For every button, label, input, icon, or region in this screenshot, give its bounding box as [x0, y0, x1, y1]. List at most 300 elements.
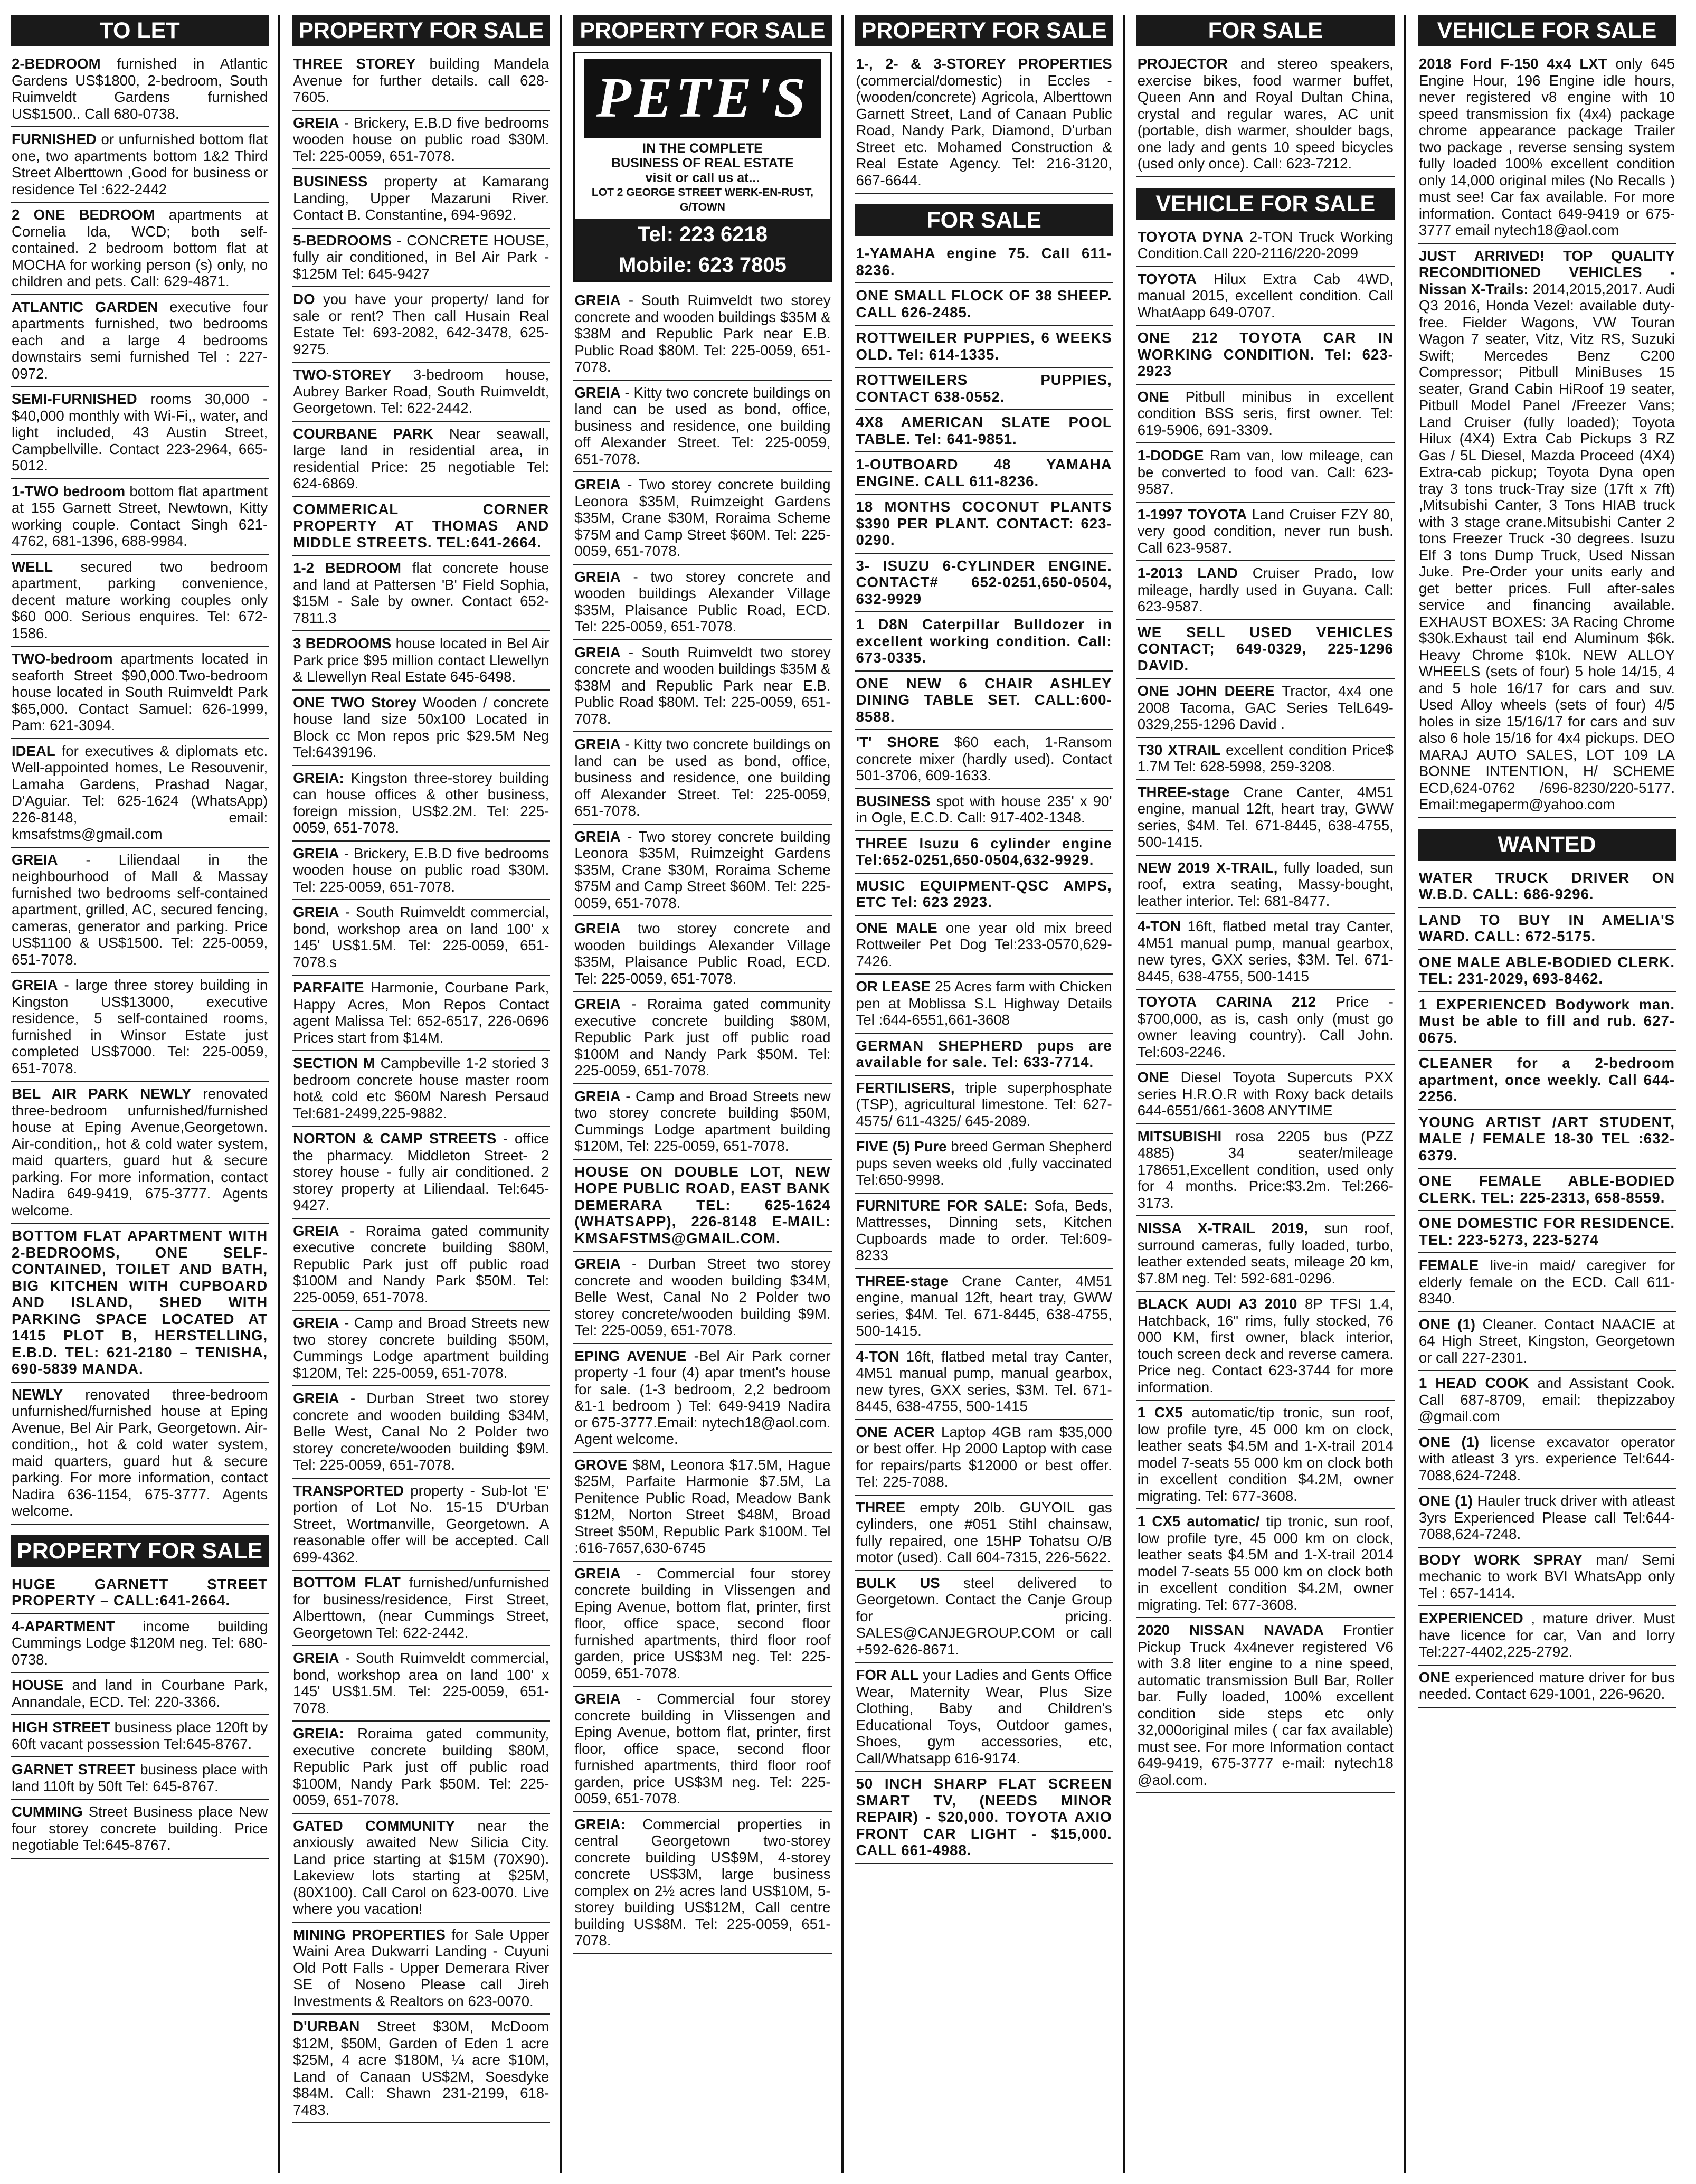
ad-body: - Roraima gated community executive concrete building $80M, Republic Park just off public road $100M and Nandy Park $50M. Tel: 225-0059, 651-7078. [574, 996, 831, 1079]
classified-ad [1136, 503, 1395, 562]
classified-ad [573, 565, 831, 640]
section-heading: FOR SALE [1136, 15, 1395, 46]
ad-lead: ONE NEW 6 CHAIR ASHLEY DINING TABLE SET. CALL:600-8588. [856, 675, 1112, 725]
classified-ad [1418, 1312, 1676, 1372]
ad-body: spot with house 235' x 90' in Ogle, E.C.D. Call: 917-402-1348. [856, 792, 1112, 826]
classified-ad [1136, 52, 1395, 177]
classified-ad [11, 555, 269, 647]
ad-body: business place 120ft by 60ft vacant possession Tel:645-8767. [12, 1719, 268, 1752]
classified-ad [1136, 225, 1395, 267]
section-heading: PROPERTY FOR SALE [11, 1535, 269, 1567]
ad-lead: ONE DOMESTIC FOR RESIDENCE. TEL: 223-5273, 223-5274 [1418, 1215, 1675, 1248]
ad-body: Hilux Extra Cab 4WD, manual 2015, excellent condition. Call WhatAapp 649-0707. [1137, 270, 1394, 320]
classified-ad [1136, 1124, 1395, 1217]
ad-lead: BUSINESS [856, 792, 931, 809]
ad-lead: FEMALE [1418, 1257, 1479, 1273]
classified-ad [1418, 1253, 1676, 1312]
classified-ad [1136, 1509, 1395, 1618]
ad-lead: THREE [856, 1499, 906, 1516]
classified-ad [573, 992, 831, 1084]
classified-ad [11, 479, 269, 555]
ad-lead: GREIA [293, 1315, 339, 1331]
ad-body: - Two storey concrete building Leonora $35M, Ruimzeight Gardens $35M, Crane $30M, Roraima Scheme $75M and Camp Street $60M. Tel: 225-0059, 651-7078. [574, 828, 831, 911]
classified-ad [855, 283, 1113, 326]
classified-ad [573, 640, 831, 733]
classified-ad [292, 1722, 550, 1814]
ad-body: - Durban Street two storey concrete and wooden building $34M, Belle West, Canal No 2 Polder two storey concrete/wooden building $9M. Tel: 225-0059, 651-7078. [293, 1390, 549, 1473]
section-heading: WANTED [1418, 829, 1676, 861]
classified-ad [573, 1812, 831, 1954]
classified-ad [292, 229, 550, 288]
ad-body: and land in Courbane Park, Annandale, ECD. Tel: 220-3366. [12, 1677, 268, 1710]
classified-ad [1418, 1211, 1676, 1253]
ad-lead: OR LEASE [856, 978, 931, 995]
classified-ad [11, 1614, 269, 1674]
ad-lead: ONE (1) [1418, 1316, 1475, 1332]
classified-ad [855, 789, 1113, 831]
classified-ad [11, 295, 269, 387]
ad-body: Sofa, Beds, Mattresses, Dinning sets, Kitchen Cupboards made to order. Tel:609-8233 [856, 1197, 1112, 1263]
ad-lead: GREIA [574, 476, 621, 493]
classified-ad [292, 556, 550, 631]
classified-ad [11, 127, 269, 203]
classified-ad [1418, 244, 1676, 818]
classified-ad [11, 52, 269, 127]
ad-body: license excavator operator with atleast 3 yrs. experience Tel:644-7088,624-7248. [1418, 1433, 1675, 1483]
ad-lead: 4-APARTMENT [12, 1618, 115, 1634]
classified-ad [292, 900, 550, 976]
ad-lead: ONE 212 TOYOTA CAR IN WORKING CONDITION. Tel: 623-2923 [1137, 329, 1394, 379]
ad-lead: GREIA [574, 1255, 621, 1272]
ad-body: Pitbull minibus in excellent condition BSS seris, first owner. Tel: 619-5906, 691-3309. [1137, 388, 1394, 438]
ad-body: - CONCRETE HOUSE, fully air conditioned, in Bel Air Park - $125M Tel: 645-9427 [293, 232, 549, 282]
classified-ad [11, 203, 269, 295]
ad-body: - Camp and Broad Streets new two storey concrete building $50M, Cummings Lodge apartment building $120M, Tel: 225-0059, 651-7078. [293, 1315, 549, 1381]
classified-ad [292, 1127, 550, 1219]
ad-body: renovated three-bedroom unfurnished/furnished house at Eping Avenue, Bel Air Park, Georgetown. Air-condition,, hot & cold water system, maid quarters, guard hut & secure parking. For more information, contact Nadira 636-1154, 675-3777. Agents welcome. [12, 1386, 268, 1519]
classified-ad [1418, 1169, 1676, 1211]
ad-lead: BUSINESS [293, 173, 368, 190]
classified-ad [292, 1479, 550, 1571]
ad-body: - Commercial four storey concrete building in Vlissengen and Eping Avenue, bottom flat, printer, first floor, office space, second floor furnished apartments, third floor roof garden, price US$3M neg. Tel: 225-0059, 651-7078. [574, 1690, 831, 1807]
ad-lead: GREIA [574, 1088, 621, 1104]
ad-lead: 1 EXPERIENCED Bodywork man. Must be able to fill and rub. 627-0675. [1418, 996, 1675, 1046]
classified-ad [1136, 620, 1395, 679]
classified-ad [573, 472, 831, 565]
ad-body: and stereo speakers, exercise bikes, food warmer buffet, Queen Ann and Royal Dultan China, crystal and regular wares, AC unit (portable, dish warmer, shoulder bags, one lady and gents 10 speed bicycles (used only once). Call: 623-7212. [1137, 55, 1394, 172]
ad-lead: BEL AIR PARK NEWLY [12, 1085, 192, 1102]
ad-lead: 3- ISUZU 6-CYLINDER ENGINE. CONTACT# 652-0251,650-0504, 632-9929 [856, 557, 1112, 607]
classified-ad [573, 825, 831, 917]
classified-ad [855, 326, 1113, 368]
ad-lead: NISSA X-TRAIL 2019, [1137, 1220, 1308, 1236]
ad-lead: ATLANTIC GARDEN [12, 298, 158, 315]
ad-body: you have your property/ land for sale or rent? Then call Husain Real Estate Tel: 693-2082, 642-3478, 625-9275. [293, 291, 549, 357]
ad-body: 16ft, flatbed metal tray Canter, 4M51 manual pump, manual gearbox, new tyres, GXX series, $3M. Tel. 671-8445, 638-4755, 500-1415 [1137, 918, 1394, 985]
classified-ad [573, 1562, 831, 1687]
ad-lead: FIVE (5) Pure [856, 1138, 947, 1155]
ad-lead: 1-1997 TOYOTA [1137, 506, 1247, 523]
ad-lead: ONE [1137, 388, 1169, 405]
ad-body: executive four apartments furnished, two bedrooms each and a large 4 bedrooms downstairs semi furnished Tel : 227-0972. [12, 298, 268, 382]
section-heading: PROPERTY FOR SALE [573, 15, 831, 46]
classified-column [573, 15, 843, 2173]
ad-body: income building Cummings Lodge $120M neg. Tel: 680-0738. [12, 1618, 268, 1668]
ad-body: $8M, Leonora $17.5M, Hague $25M, Parfaite Harmonie $7.5M, La Penitence Public Road, Meadow Bank $12M, Norton Street $48M, Broad Street $50M, Republic Park $100M. Tel :616-7657,630-6745 [574, 1456, 831, 1556]
ad-lead: ONE [1137, 1069, 1169, 1085]
ad-lead: GARNET STREET [12, 1761, 136, 1778]
ad-lead: GATED COMMUNITY [293, 1817, 456, 1834]
classified-ad [573, 1453, 831, 1562]
ad-body: , mature driver. Must have licence for car, Van and lorry Tel:227-4402,225-2792. [1418, 1610, 1675, 1660]
classified-ad [855, 1269, 1113, 1345]
ad-body: and Assistant Cook. Call 687-8709, email: thepizzaboy @gmail.com [1418, 1375, 1675, 1424]
ad-lead: 2018 Ford F-150 4x4 LXT [1418, 55, 1607, 72]
classified-ad [292, 111, 550, 170]
ad-lead: FURNITURE FOR SALE: [856, 1197, 1028, 1214]
ad-lead: GREIA [293, 845, 339, 862]
ad-lead: SECTION M [293, 1055, 375, 1071]
ad-body: for Sale Upper Waini Area Dukwarri Landing - Cuyuni Old Pott Falls - Upper Demerara River SE of Noseno Please call Jireh Investments & Realtors on 623-0070. [293, 1926, 549, 2009]
ad-body: building Mandela Avenue for further details. call 628-7605. [293, 55, 549, 105]
ad-body: - Kitty two concrete buildings on land can be used as bond, office, business and residence, one building off Alexander Street. Tel: 225-0059, 651-7078. [574, 736, 831, 819]
section-heading: TO LET [11, 15, 269, 46]
ad-lead: ONE FEMALE ABLE-BODIED CLERK. TEL: 225-2313, 658-8559. [1418, 1173, 1675, 1206]
classified-ad [855, 52, 1113, 194]
ad-body: 3-bedroom house, Aubrey Barker Road, South Ruimveldt, Georgetown. Tel: 622-2442. [293, 366, 549, 416]
ad-body: - two storey concrete and wooden buildings Alexander Village $35M, Plaisance Public Road, ECD. Tel: 225-0059, 651-7078. [574, 568, 831, 635]
ad-lead: GREIA [574, 736, 621, 752]
ad-lead: GREIA [293, 1390, 339, 1406]
ad-lead: CLEANER for a 2-bedroom apartment, once weekly. Call 644-2256. [1418, 1055, 1675, 1104]
classified-ad [855, 241, 1113, 283]
ad-body: - large three storey building in Kingston US$13000, executive residence, 5 self-contained rooms, furnished in Winsor Estate just completed US$7000. Tel: 225-0059, 651-7078. [12, 977, 268, 1076]
classified-ad [292, 497, 550, 556]
ad-lead: 3 BEDROOMS [293, 635, 392, 651]
classified-ad [855, 1194, 1113, 1269]
ad-body: - Brickery, E.B.D five bedrooms wooden house on public road $30M. Tel: 225-0059, 651-7078. [293, 114, 549, 164]
section-heading: FOR SALE [855, 204, 1113, 236]
ad-lead: THREE STOREY [293, 55, 416, 72]
classified-column [855, 15, 1125, 2173]
ad-body: Commercial properties in central Georgetown two-storey concrete building US$9M, 4-storey concrete US$3M, large business complex on 2½ acres land US$10M, 5-storey building US$12M, Call centre building US$8M. Tel: 225-0059, 651-7078. [574, 1816, 831, 1949]
ad-lead: TRANSPORTED [293, 1482, 404, 1499]
ad-lead: GREIA [293, 1650, 339, 1666]
classified-ad [1418, 950, 1676, 992]
classified-ad [1418, 1371, 1676, 1430]
ad-lead: 'T' SHORE [856, 734, 939, 750]
classified-ad [855, 1772, 1113, 1864]
ad-body: 2-TON Truck Working Condition.Call 220-2116/220-2099 [1137, 228, 1394, 261]
classified-ad [292, 1051, 550, 1127]
classified-ad [1418, 992, 1676, 1052]
ad-lead: TWO-bedroom [12, 650, 113, 667]
classified-ad [1136, 679, 1395, 738]
classified-ad [1136, 385, 1395, 444]
ad-lead: 4X8 AMERICAN SLATE POOL TABLE. Tel: 641-9851. [856, 414, 1112, 447]
ad-lead: EXPERIENCED [1418, 1610, 1523, 1627]
ad-body: Street $30M, McDoom $12M, $50M, Garden of Eden 1 acre $25M, 4 acre $180M, ¼ acre $10M, Land of Canaan US$2M, Soesdyke $84M. Call: Shawn 231-2199, 618-7483. [293, 2018, 549, 2118]
classified-ad [1136, 1065, 1395, 1124]
ad-lead: 1-, 2- & 3-STOREY PROPERTIES [856, 55, 1112, 72]
ad-lead: ONE JOHN DEERE [1137, 683, 1275, 699]
classified-ad [1136, 990, 1395, 1065]
ad-body: Price - $700,000, as is, cash only (must go owner leaving country). Call John. Tel:603-2246. [1137, 994, 1394, 1060]
ad-body: - South Ruimveldt two storey concrete and wooden buildings $35M & $38M and Republic Park near E.B. Public Road $80M. Tel: 225-0059, 651-7078. [574, 292, 831, 375]
ad-body: 16ft, flatbed metal tray Canter, 4M51 manual pump, manual gearbox, new tyres, GXX series, $3M. Tel. 671-8445, 638-4755, 500-1415 [856, 1348, 1112, 1414]
ad-lead: GREIA [293, 1222, 339, 1239]
ad-body: Diesel Toyota Supercuts PXX series H.R.O.R with Roxy back details 644-6551/661-3608 ANYTIME [1137, 1069, 1394, 1119]
ad-body: only 645 Engine Hour, 196 Engine idle hours, never registered v8 engine with 10 speed transmission fix (4x4) package chrome appearance package Trailer two package , reverse sensing system fully loaded 100% excellent condition only 14,000 original miles (No Recalls ) must see! Car fax available. For more information. Contact 649-9419 or 675-3777 email nytech18@aol.com [1418, 55, 1675, 238]
ad-body: experienced mature driver for bus needed. Contact 629-1001, 226-9620. [1418, 1669, 1675, 1702]
ad-lead: 18 MONTHS COCONUT PLANTS $390 PER PLANT. CONTACT: 623-0290. [856, 498, 1112, 548]
ad-lead: COURBANE PARK [293, 425, 433, 442]
ad-lead: ONE MALE [856, 919, 937, 936]
ad-body: near the anxiously awaited New Silicia City. Land price starting at $15M (70X90). Lakeview lots starting at $25M, (80X100). Call Carol on 623-0070. Live where you vacation! [293, 1817, 549, 1917]
classified-ad [855, 1420, 1113, 1496]
classified-ad [573, 1160, 831, 1252]
ad-body: apartments located in seaforth Street $90,000.Two-bedroom house located in South Ruimveldt Park $65,000. Contact Samuel: 626-1999, Pam: 621-3094. [12, 650, 268, 733]
classified-ad [11, 1383, 269, 1525]
classified-ad [1418, 52, 1676, 244]
ad-lead: 50 INCH SHARP FLAT SCREEN SMART TV, (NEEDS MINOR REPAIR) - $20,000. TOYOTA AXIO FRONT CAR LIGHT - $15,000. CALL 661-4988. [856, 1775, 1112, 1858]
ad-lead: WELL [12, 558, 53, 575]
classified-ad [292, 691, 550, 766]
classified-ad [855, 874, 1113, 916]
ad-body: - South Ruimveldt commercial, bond, workshop area on land 100' x 145' US$1.5M. Tel: 225-0059, 651-7078.s [293, 904, 549, 970]
ad-lead: MUSIC EQUIPMENT-QSC AMPS, ETC Tel: 623 2923. [856, 877, 1112, 910]
classified-ad [855, 730, 1113, 789]
ad-body: Near seawall, large land in residential area, in residential Price: 25 negotiable Tel: 624-6869. [293, 425, 549, 491]
classified-ad [1418, 1606, 1676, 1666]
ad-lead: HUGE GARNETT STREET PROPERTY – CALL:641-2664. [12, 1575, 268, 1609]
ad-lead: THREE-stage [1137, 783, 1230, 800]
classified-ad [855, 554, 1113, 613]
classified-ad [292, 631, 550, 691]
ad-body: live-in maid/ caregiver for elderly female on the ECD. Call 611-8340. [1418, 1257, 1675, 1307]
classified-ad [1418, 1548, 1676, 1607]
ad-lead: 1-YAMAHA engine 75. Call 611-8236. [856, 245, 1112, 278]
ad-lead: ROTTWEILERS PUPPIES, CONTACT 638-0552. [856, 372, 1112, 405]
ad-lead: ONE SMALL FLOCK OF 38 SHEEP. CALL 626-2485. [856, 287, 1112, 320]
ad-lead: GREIA [574, 568, 621, 585]
classified-ad [1136, 326, 1395, 385]
ad-lead: CUMMING [12, 1803, 83, 1820]
ad-lead: 1-2013 LAND [1137, 565, 1238, 581]
ad-body: furnished in Atlantic Gardens US$1800, 2-bedroom, South Ruimveldt Gardens furnished US$1500.. Call 680-0738. [12, 55, 268, 122]
ad-lead: WE SELL USED VEHICLES CONTACT; 649-0329, 225-1296 DAVID. [1137, 623, 1394, 674]
classified-ad [11, 1572, 269, 1614]
ad-body: Ram van, low mileage, can be converted to food van. Call: 623-9587. [1137, 447, 1394, 497]
section-heading: PROPERTY FOR SALE [292, 15, 550, 46]
ad-body: for executives & diplomats etc. Well-appointed homes, Le Resouvenir, Lamaha Gardens, Prashad Nagar, D'Aguiar. Tel: 625-1624 (WhatsApp) 226-8148, email: kmsafstms@gmail.com [12, 742, 268, 842]
ad-lead: PROJECTOR [1137, 55, 1228, 72]
ad-lead: GREIA [574, 1565, 621, 1582]
classified-ad [1418, 1666, 1676, 1708]
ad-lead: FERTILISERS, [856, 1079, 955, 1096]
classified-column [1418, 15, 1685, 2173]
ad-lead: BOTTOM FLAT APARTMENT WITH 2-BEDROOMS, ONE SELF-CONTAINED, TOILET AND BATH, BIG KITCHEN WITH CUPBOARD AND ISLAND, SHED WITH PARKING SPACE LOCATED AT 1415 PLOT B, HERSTELLING, E.B.D. TEL: 621-2180 – TENISHA, 690-5839 MANDA. [12, 1227, 268, 1377]
ad-lead: GERMAN SHEPHERD pups are available for sale. Tel: 633-7714. [856, 1037, 1112, 1070]
classified-ad [11, 1800, 269, 1859]
ad-lead: GREIA [574, 384, 621, 401]
classified-ad [292, 1646, 550, 1722]
ad-body: tip tronic, sun roof, low profile tyre, 45 000 km on clock, leather seats $4.5M and 1-X-trail 2014 model 7-seats 55 000 km on clock both in excellent condition $4.2M, owner migrating. Tel: 677-3608. [1137, 1513, 1394, 1613]
classified-ad [292, 1311, 550, 1386]
ad-lead: ONE MALE ABLE-BODIED CLERK. TEL: 231-2029, 693-8462. [1418, 953, 1675, 987]
ad-lead: GREIA: [293, 1725, 344, 1742]
ad-body: secured two bedroom apartment, parking convenience, decent mature working couples only $60 000. Serious enquires. Tel: 672-1586. [12, 558, 268, 641]
ad-lead: GREIA [12, 851, 58, 868]
ad-lead: D'URBAN [293, 2018, 360, 2035]
ad-lead: GREIA: [293, 769, 344, 786]
ad-lead: ONE (1) [1418, 1492, 1473, 1509]
ad-body: Laptop 4GB ram $35,000 or best offer. Hp 2000 Laptop with case for repairs/parts $12000 or best offer. Tel: 225-7088. [856, 1423, 1112, 1490]
ad-body: Cruiser Prado, low mileage, hardly used in Guyana. Call: 623-9587. [1137, 565, 1394, 614]
logo-address: LOT 2 GEORGE STREET WERK-EN-RUST, G/TOWN [591, 186, 813, 213]
ad-lead: 1 HEAD COOK [1418, 1375, 1529, 1391]
logo-wordmark: PETE'S [584, 59, 820, 138]
ad-body: furnished/unfurnished for business/residence, First Street, Alberttown, (near Cummings Street, Georgetown Tel: 622-2442. [293, 1574, 549, 1641]
classified-ad [1418, 866, 1676, 908]
ad-body: automatic/tip tronic, sun roof, low profile tyre, 45 000 km on clock, leather seats $4.5M and 1-X-trail 2014 model 7-seats 55 000 km on clock both in excellent condition $4.2M, owner migrating. Tel: 677-3608. [1137, 1404, 1394, 1504]
ad-lead: GREIA [12, 977, 58, 993]
classified-ad [1136, 561, 1395, 620]
ad-body: Hauler truck driver with atleast 3yrs Experienced Please call Tel:644-7088,624-7248. [1418, 1492, 1675, 1542]
ad-body: Tractor, 4x4 one 2008 Tacoma, GAC Series TelL649-0329,255-1296 David . [1137, 683, 1394, 732]
ad-body: - South Ruimveldt commercial, bond, workshop area on land 100' x 145' US$1.5M. Tel: 225-0059, 651-7078. [293, 1650, 549, 1716]
classified-ad [292, 422, 550, 497]
ad-body: - Commercial four storey concrete building in Vlissengen and Eping Avenue, bottom flat, printer, first floor, office space, second floor furnished apartments, third floor roof garden, price US$3M neg. Tel: 225-0059, 651-7078. [574, 1565, 831, 1681]
classified-column [11, 15, 280, 2173]
ad-body: Frontier Pickup Truck 4x4never registered V6 with 3.8 liter engine to a nine speed, automatic transmission Bull Bar, Roller bar. Fully loaded, 100% excellent condition side steps etc only 32,000original miles ( car fax available) must see. For more Information contact 649-9419, 675-3777 e-mail: nytech18 @aol.com. [1137, 1622, 1394, 1788]
ad-body: Roraima gated community, executive concrete building $80M, Republic Park just off public road $100M, Nandy Park $50M. Tel: 225-0059, 651-7078. [293, 1725, 549, 1808]
ad-lead: 4-TON [1137, 918, 1181, 934]
ad-body: - Durban Street two storey concrete and wooden building $34M, Belle West, Canal No 2 Polder two storey concrete/wooden building $9M. Tel: 225-0059, 651-7078. [574, 1255, 831, 1338]
ad-lead: BULK US [856, 1574, 940, 1591]
ad-body: Kingston three-storey building can house offices & other business, foreign mission, US$2.2M. Tel: 225-0059, 651-7078. [293, 769, 549, 836]
ad-lead: MITSUBISHI [1137, 1128, 1222, 1145]
ad-body: breed German Shepherd pups seven weeks old ,fully vaccinated Tel:650-9998. [856, 1138, 1112, 1188]
classified-ad [11, 848, 269, 973]
ad-lead: HOUSE [12, 1677, 64, 1693]
classified-ad [855, 1663, 1113, 1772]
ad-lead: 4-TON [856, 1348, 899, 1365]
ad-lead: 2020 NISSAN NAVADA [1137, 1622, 1324, 1638]
ad-lead: 5-BEDROOMS [293, 232, 392, 249]
classified-ad [1418, 908, 1676, 950]
ad-body: Campbeville 1-2 storied 3 bedroom concrete house master room hot& cold etc $60M Naresh Persaud Tel:681-2499,225-9882. [293, 1055, 549, 1121]
classified-ad [11, 387, 269, 479]
ad-lead: 1 D8N Caterpillar Bulldozer in excellent working condition. Call: 673-0335. [856, 616, 1112, 666]
logo-mobile: Mobile: 623 7805 [575, 250, 830, 280]
petes-real-estate-logo [573, 52, 831, 282]
logo-phone: Tel: 223 6218 [575, 219, 830, 250]
classified-ad [855, 495, 1113, 554]
classified-ad [292, 1571, 550, 1646]
classified-ad [292, 842, 550, 901]
ad-body: -Bel Air Park corner property -1 four (4) apar tment's house for sale. (1-3 bedroom, 2,2 bedroom &1-1 bedroom ) Tel: 649-9419 Nadira or 675-3777.Email: nytech18@aol.com. Agent welcome. [574, 1347, 831, 1447]
logo-tagline: visit or call us at... [645, 171, 760, 185]
classified-ad [1136, 443, 1395, 503]
classified-ad [855, 452, 1113, 495]
classified-ad [292, 363, 550, 422]
classified-column [1136, 15, 1406, 2173]
classified-ad [11, 1673, 269, 1715]
ad-lead: WATER TRUCK DRIVER ON W.B.D. CALL: 686-9296. [1418, 869, 1675, 902]
ad-body: empty 20lb. GUYOIL gas cylinders, one #051 Stihl chainsaw, fully repaired, one 15HP Tohatsu O/B motor (used). Call 604-7315, 226-5622. [856, 1499, 1112, 1565]
ad-lead: GREIA [574, 920, 621, 937]
ad-body: Wooden / concrete house land size 50x100 Located in Block cc Mon repos pric $29.5M Neg Tel:6439196. [293, 694, 549, 760]
ad-body: $60 each, 1-Ransom concrete mixer (hardly used). Contact 501-3706, 609-1633. [856, 734, 1112, 783]
classified-ad [1136, 1618, 1395, 1793]
classified-ad [573, 916, 831, 992]
ad-lead: 1-2 BEDROOM [293, 560, 401, 576]
ad-body: triple superphosphate (TSP), agricultural limestone. Tel: 627-4575/ 611-4325/ 645-2089. [856, 1079, 1112, 1129]
ad-lead: BODY WORK SPRAY [1418, 1551, 1583, 1568]
ad-lead: GREIA: [574, 1816, 626, 1832]
classified-ad [855, 1496, 1113, 1571]
ad-lead: GREIA [293, 114, 339, 131]
section-heading: VEHICLE FOR SALE [1136, 188, 1395, 220]
ad-body: Crane Canter, 4M51 engine, manual 12ft, heart tray, GWW series, $4M. Tel. 671-8445, 638-4755, 500-1415. [856, 1272, 1112, 1339]
classified-ad [573, 1084, 831, 1160]
ad-lead: EPING AVENUE [574, 1347, 687, 1364]
classified-ad [1418, 1430, 1676, 1489]
ad-body: (commercial/domestic) in Eccles - (wooden/concrete) Agricola, Alberttown Garnett Street, Land of Canaan Public Road, Nandy Park, Diamond, D'urban Street etc. Mohamed Construction & Real Estate Agency. Tel: 216-3120, 667-6644. [856, 72, 1112, 188]
ad-body: Crane Canter, 4M51 engine, manual 12ft, heart tray, GWW series, $4M. Tel. 671-8445, 638-4755, 500-1415. [1137, 783, 1394, 850]
classified-ad [1136, 914, 1395, 990]
ad-lead: TWO-STOREY [293, 366, 392, 383]
ad-lead: GREIA [574, 644, 621, 660]
ad-body: - office the pharmacy. Middleton Street- 2 storey house - fully air conditioned. 2 storey property at Liliendaal. Tel:645-9427. [293, 1130, 549, 1213]
ad-body: one year old mix breed Rottweiler Pet Dog Tel:233-0570,629-7426. [856, 919, 1112, 969]
classified-ad [292, 169, 550, 229]
ad-body: sun roof, surround cameras, fully loaded, turbo, leather extended seats, mileage 20 km, $7.8M neg. Tel: 592-681-0296. [1137, 1220, 1394, 1287]
ad-lead: GREIA [574, 996, 621, 1012]
classified-ad [855, 1345, 1113, 1420]
ad-body: Land Cruiser FZY 80, very good condition, never run bush. Call 623-9587. [1137, 506, 1394, 556]
classified-ad [1136, 1292, 1395, 1401]
classified-ad [11, 1757, 269, 1800]
ad-lead: LAND TO BUY IN AMELIA'S WARD. CALL: 672-5175. [1418, 911, 1675, 944]
classified-ad [573, 288, 831, 381]
ad-body: your Ladies and Gents Office Wear, Maternity Wear, Plus Size Clothing, Baby and Children's Educational Toys, Outdoor games, Shoes, gym accessories, etc, Call/Whatsapp 616-9174. [856, 1667, 1112, 1766]
ad-lead: 2 ONE BEDROOM [12, 206, 155, 223]
ad-lead: BLACK AUDI A3 2010 [1137, 1296, 1297, 1312]
ad-lead: GREIA [574, 292, 621, 308]
ad-lead: ONE [1418, 1669, 1451, 1686]
ad-lead: TOYOTA [1137, 270, 1197, 287]
ad-lead: GREIA [293, 904, 339, 920]
ad-lead: T30 XTRAIL [1137, 741, 1220, 758]
ad-body: two storey concrete and wooden buildings Alexander Village $35M, Plaisance Public Road, ECD. Tel: 225-0059, 651-7078. [574, 920, 831, 987]
ad-body: property at Kamarang Landing, Upper Mazaruni River. Contact B. Constantine, 694-9692. [293, 173, 549, 223]
classified-ad [1418, 1489, 1676, 1548]
classified-ad [292, 2015, 550, 2123]
classified-ad [11, 1082, 269, 1224]
ad-body: - Roraima gated community executive concrete building $80M, Republic Park just off public road $100M and Nandy Park $50M. Tel: 225-0059, 651-7078. [293, 1222, 549, 1306]
ad-lead: ONE TWO Storey [293, 694, 416, 711]
ad-lead: ONE ACER [856, 1423, 935, 1440]
ad-lead: BOTTOM FLAT [293, 1574, 401, 1591]
classified-ad [292, 766, 550, 842]
ad-body: - Liliendaal in the neighbourhood of Mall & Massay furnished two bedrooms self-contained apartment, grilled, AC, secured fencing, cameras, generator and parking. Price US$1100 & US$1500. Tel: 225-0059, 651-7078. [12, 851, 268, 968]
ad-lead: HIGH STREET [12, 1719, 110, 1735]
ad-lead: 1 CX5 [1137, 1404, 1183, 1421]
ad-body: steel delivered to Georgetown. Contact the Canje Group for pricing. SALES@CANJEGROUP.COM or call +592-626-8671. [856, 1574, 1112, 1658]
ad-body: - Camp and Broad Streets new two storey concrete building $50M, Cummings Lodge apartment building $120M, Tel: 225-0059, 651-7078. [574, 1088, 831, 1154]
